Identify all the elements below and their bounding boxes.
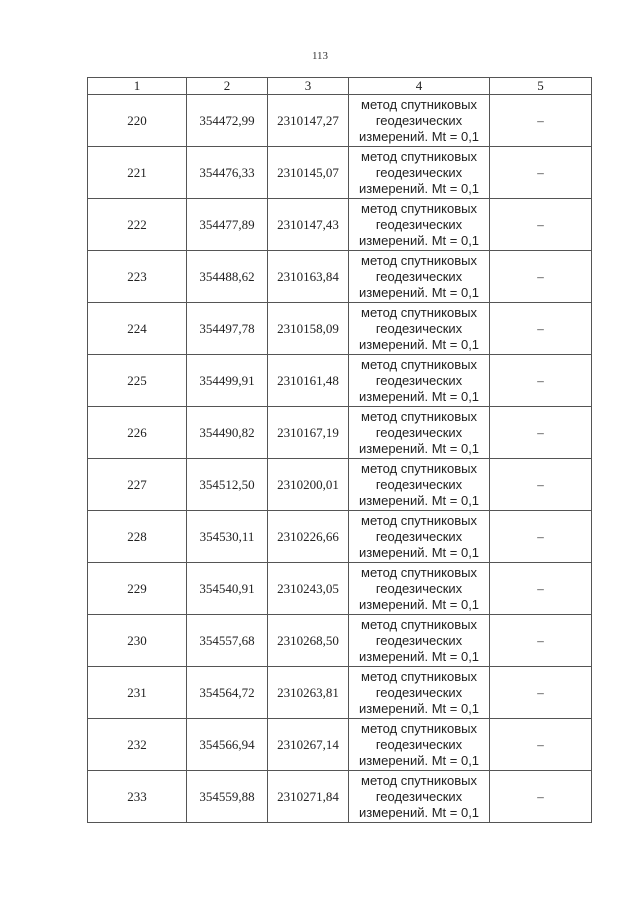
method-line: метод спутниковых — [361, 564, 477, 580]
page-number: 113 — [311, 50, 329, 62]
note-cell: – — [490, 771, 592, 823]
note-cell: – — [490, 95, 592, 147]
method-line: геодезических — [375, 684, 463, 700]
header-col-2: 2 — [187, 78, 268, 95]
method-line: геодезических — [375, 528, 463, 544]
method-cell — [349, 355, 490, 407]
method-line: измерений. Mt = 0,1 — [358, 700, 480, 716]
method-line: геодезических — [375, 632, 463, 648]
x-coordinate-cell: 354472,99 — [187, 95, 268, 147]
point-number-cell: 230 — [88, 615, 187, 667]
x-coordinate-cell: 354497,78 — [187, 303, 268, 355]
note-cell: – — [490, 355, 592, 407]
table-row — [88, 95, 592, 147]
method-line: метод спутниковых — [361, 616, 477, 632]
point-number-cell: 224 — [88, 303, 187, 355]
method-line: измерений. Mt = 0,1 — [358, 440, 480, 456]
header-col-1: 1 — [88, 78, 187, 95]
x-coordinate-cell: 354490,82 — [187, 407, 268, 459]
header-col-3: 3 — [268, 78, 349, 95]
header-col-5: 5 — [490, 78, 592, 95]
table-row — [88, 199, 592, 251]
y-coordinate-cell: 2310167,19 — [268, 407, 349, 459]
method-line: геодезических — [375, 320, 463, 336]
table-row — [88, 615, 592, 667]
table-row — [88, 511, 592, 563]
method-cell — [349, 199, 490, 251]
method-line: измерений. Mt = 0,1 — [358, 232, 480, 248]
method-line: измерений. Mt = 0,1 — [358, 492, 480, 508]
x-coordinate-cell: 354530,11 — [187, 511, 268, 563]
table-row — [88, 719, 592, 771]
method-line: геодезических — [375, 112, 463, 128]
method-line: измерений. Mt = 0,1 — [358, 180, 480, 196]
x-coordinate-cell: 354564,72 — [187, 667, 268, 719]
note-cell: – — [490, 407, 592, 459]
y-coordinate-cell: 2310243,05 — [268, 563, 349, 615]
point-number-cell: 225 — [88, 355, 187, 407]
point-number-cell: 227 — [88, 459, 187, 511]
table-row — [88, 407, 592, 459]
method-line: метод спутниковых — [361, 148, 477, 164]
method-line: измерений. Mt = 0,1 — [358, 752, 480, 768]
note-cell: – — [490, 251, 592, 303]
method-cell — [349, 771, 490, 823]
method-line: геодезических — [375, 216, 463, 232]
point-number-cell: 226 — [88, 407, 187, 459]
method-line: метод спутниковых — [361, 252, 477, 268]
method-line: геодезических — [375, 476, 463, 492]
method-cell — [349, 303, 490, 355]
table-row — [88, 147, 592, 199]
table-row — [88, 303, 592, 355]
x-coordinate-cell: 354499,91 — [187, 355, 268, 407]
method-line: геодезических — [375, 424, 463, 440]
table-row — [88, 771, 592, 823]
method-line: геодезических — [375, 268, 463, 284]
note-cell: – — [490, 667, 592, 719]
method-cell — [349, 147, 490, 199]
method-line: измерений. Mt = 0,1 — [358, 544, 480, 560]
method-cell — [349, 95, 490, 147]
method-cell — [349, 563, 490, 615]
y-coordinate-cell: 2310158,09 — [268, 303, 349, 355]
note-cell: – — [490, 459, 592, 511]
note-cell: – — [490, 719, 592, 771]
method-cell — [349, 615, 490, 667]
table-row — [88, 251, 592, 303]
method-line: метод спутниковых — [361, 772, 477, 788]
x-coordinate-cell: 354557,68 — [187, 615, 268, 667]
note-cell: – — [490, 303, 592, 355]
point-number-cell: 229 — [88, 563, 187, 615]
x-coordinate-cell: 354512,50 — [187, 459, 268, 511]
y-coordinate-cell: 2310163,84 — [268, 251, 349, 303]
table-row — [88, 355, 592, 407]
method-line: измерений. Mt = 0,1 — [358, 648, 480, 664]
table-header-row — [88, 78, 592, 95]
y-coordinate-cell: 2310147,43 — [268, 199, 349, 251]
method-cell — [349, 459, 490, 511]
method-line: метод спутниковых — [361, 460, 477, 476]
y-coordinate-cell: 2310161,48 — [268, 355, 349, 407]
method-line: метод спутниковых — [361, 356, 477, 372]
table-row — [88, 667, 592, 719]
point-number-cell: 231 — [88, 667, 187, 719]
x-coordinate-cell: 354476,33 — [187, 147, 268, 199]
method-cell — [349, 511, 490, 563]
point-number-cell: 222 — [88, 199, 187, 251]
method-line: измерений. Mt = 0,1 — [358, 336, 480, 352]
method-cell — [349, 719, 490, 771]
table-row — [88, 563, 592, 615]
method-cell — [349, 407, 490, 459]
y-coordinate-cell: 2310147,27 — [268, 95, 349, 147]
method-line: геодезических — [375, 736, 463, 752]
method-line: метод спутниковых — [361, 96, 477, 112]
method-line: геодезических — [375, 372, 463, 388]
method-line: измерений. Mt = 0,1 — [358, 388, 480, 404]
y-coordinate-cell: 2310226,66 — [268, 511, 349, 563]
x-coordinate-cell: 354488,62 — [187, 251, 268, 303]
note-cell: – — [490, 511, 592, 563]
method-line: измерений. Mt = 0,1 — [358, 128, 480, 144]
note-cell: – — [490, 615, 592, 667]
table-body — [88, 95, 592, 823]
y-coordinate-cell: 2310267,14 — [268, 719, 349, 771]
x-coordinate-cell: 354566,94 — [187, 719, 268, 771]
note-cell: – — [490, 199, 592, 251]
method-line: геодезических — [375, 788, 463, 804]
point-number-cell: 232 — [88, 719, 187, 771]
y-coordinate-cell: 2310263,81 — [268, 667, 349, 719]
method-line: измерений. Mt = 0,1 — [358, 284, 480, 300]
method-line: метод спутниковых — [361, 200, 477, 216]
y-coordinate-cell: 2310145,07 — [268, 147, 349, 199]
y-coordinate-cell: 2310268,50 — [268, 615, 349, 667]
method-line: метод спутниковых — [361, 304, 477, 320]
y-coordinate-cell: 2310271,84 — [268, 771, 349, 823]
method-line: метод спутниковых — [361, 512, 477, 528]
method-cell — [349, 667, 490, 719]
method-line: геодезических — [375, 580, 463, 596]
point-number-cell: 220 — [88, 95, 187, 147]
note-cell: – — [490, 147, 592, 199]
method-line: метод спутниковых — [361, 720, 477, 736]
y-coordinate-cell: 2310200,01 — [268, 459, 349, 511]
x-coordinate-cell: 354559,88 — [187, 771, 268, 823]
note-cell: – — [490, 563, 592, 615]
header-col-4: 4 — [349, 78, 490, 95]
coordinates-table — [87, 77, 592, 823]
point-number-cell: 233 — [88, 771, 187, 823]
table-row — [88, 459, 592, 511]
method-cell — [349, 251, 490, 303]
point-number-cell: 223 — [88, 251, 187, 303]
method-line: измерений. Mt = 0,1 — [358, 804, 480, 820]
method-line: измерений. Mt = 0,1 — [358, 596, 480, 612]
method-line: метод спутниковых — [361, 668, 477, 684]
point-number-cell: 221 — [88, 147, 187, 199]
x-coordinate-cell: 354540,91 — [187, 563, 268, 615]
method-line: геодезических — [375, 164, 463, 180]
x-coordinate-cell: 354477,89 — [187, 199, 268, 251]
method-line: метод спутниковых — [361, 408, 477, 424]
point-number-cell: 228 — [88, 511, 187, 563]
